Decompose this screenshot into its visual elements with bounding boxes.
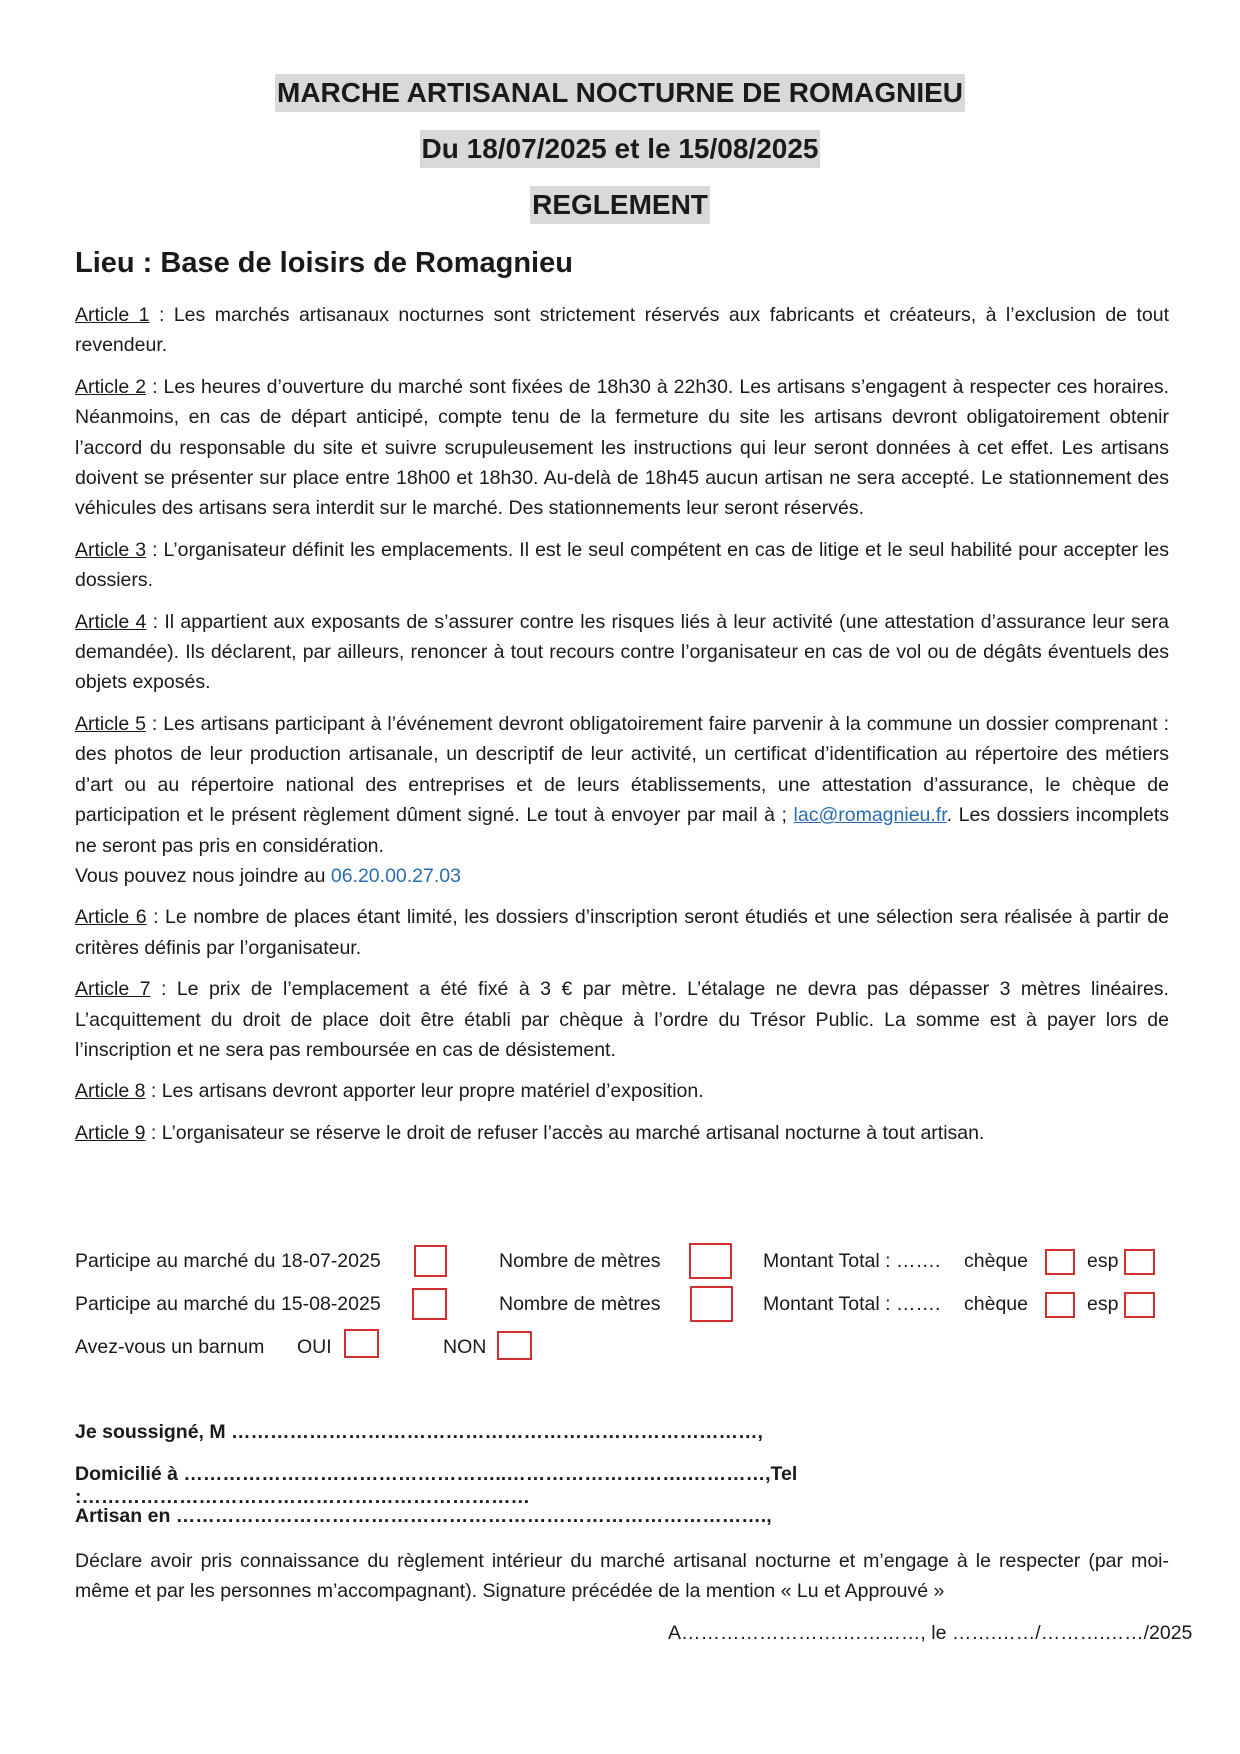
form-row-15-08	[75, 1286, 1175, 1322]
email-link[interactable]: lac@romagnieu.fr	[793, 804, 947, 827]
article-7	[75, 974, 1169, 1065]
article-label: Article 4	[75, 610, 147, 633]
location-heading: Lieu : Base de loisirs de Romagnieu	[75, 247, 573, 279]
article-label: Article 8	[75, 1080, 146, 1103]
domicilie-text: Domicilié à …………………………………………..……………………….…………,Tel :……………………………………………………………	[75, 1463, 798, 1508]
oui-checkbox[interactable]	[344, 1329, 379, 1358]
cheque-checkbox[interactable]	[1045, 1292, 1075, 1318]
article-text: : L’organisateur se réserve le droit de refuser l’accès au marché artisanal nocturne à tout artisan.	[145, 1121, 985, 1144]
article-label: Article 7	[75, 978, 151, 1001]
article-3	[75, 535, 1169, 596]
esp-checkbox[interactable]	[1124, 1292, 1155, 1318]
article-text-after-email: . Les dossiers incomplets ne seront pas pris en considération.	[75, 804, 1170, 857]
article-text: : Les artisans participant à l’événement devront obligatoirement faire parvenir à la commune un dossier comprenant : des photos de leur production artisanale, un descriptif de leur activité, un certificat d’identification au répertoire des métiers d’art ou au répertoire national des entreprises et de leurs établissements, une attestation d’assurance, le chèque de participation et le présent règlement dûment signé. Le tout à envoyer par mail à ;	[75, 712, 1169, 827]
oui-label: OUI	[297, 1336, 332, 1358]
article-label: Article 5	[75, 712, 146, 735]
article-4	[75, 607, 1169, 698]
esp-label: esp	[1087, 1250, 1119, 1272]
participe-checkbox[interactable]	[412, 1288, 447, 1320]
article-6	[75, 902, 1169, 963]
article-1	[75, 300, 1169, 361]
article-5	[75, 709, 1169, 891]
article-text: : Les heures d’ouverture du marché sont fixées de 18h30 à 22h30. Les artisans s’engagent à respecter ces horaires. Néanmoins, en cas de départ anticipé, compte tenu de la fermeture du site les artisans devront obligatoirement obtenir l’accord du responsable du site et suivre scrupuleusement les instructions qui leur seront données à cet effet. Les artisans doivent se présenter sur place entre 18h00 et 18h30. Au-delà de 18h45 aucun artisan ne sera accepté. Le stationnement des véhicules des artisans sera interdit sur le marché. Des stationnements leur seront réservés.	[75, 375, 1169, 520]
article-text: : Les artisans devront apporter leur propre matériel d’exposition.	[145, 1080, 704, 1103]
articles-list	[75, 300, 1169, 1159]
phone-number[interactable]: 06.20.00.27.03	[330, 864, 461, 887]
soussigne-text: Je soussigné, M ………………………………………………………………………,	[75, 1421, 763, 1443]
article-8	[75, 1076, 1169, 1106]
artisan-line[interactable]	[75, 1505, 1169, 1528]
date-place-line[interactable]: A…………………….…………, le …….……/……….……/2025	[668, 1622, 1193, 1644]
article-label: Article 2	[75, 375, 147, 398]
cheque-label: chèque	[964, 1250, 1028, 1272]
non-checkbox[interactable]	[497, 1331, 532, 1360]
document-dates: Du 18/07/2025 et le 15/08/2025	[420, 130, 821, 168]
metres-label: Nombre de mètres	[499, 1293, 661, 1315]
montant-label: Montant Total : …….	[763, 1293, 941, 1315]
article-text: : Le prix de l’emplacement a été fixé à 3 € par mètre. L’étalage ne devra pas dépasser 3 mètres linéaires. L’acquittement du droit de place doit être établi par chèque à l’ordre du Trésor Public. La somme est à payer lors de l’inscription et ne sera pas remboursée en cas de désistement.	[75, 978, 1169, 1061]
esp-label: esp	[1087, 1293, 1119, 1315]
document-subtitle: REGLEMENT	[530, 186, 710, 224]
form-row-18-07	[75, 1243, 1175, 1279]
article-2	[75, 372, 1169, 524]
metres-field[interactable]	[690, 1286, 733, 1322]
metres-field[interactable]	[689, 1243, 732, 1279]
participe-label: Participe au marché du 15-08-2025	[75, 1293, 381, 1315]
participe-label: Participe au marché du 18-07-2025	[75, 1250, 381, 1272]
metres-label: Nombre de mètres	[499, 1250, 661, 1272]
domicilie-line[interactable]	[75, 1463, 1169, 1509]
esp-checkbox[interactable]	[1124, 1249, 1155, 1275]
artisan-text: Artisan en ……………………………………………………………………………….,	[75, 1505, 772, 1527]
cheque-checkbox[interactable]	[1045, 1249, 1075, 1275]
article-text: : Le nombre de places étant limité, les dossiers d’inscription seront étudiés et une sélection sera réalisée à partir de critères définis par l’organisateur.	[75, 906, 1169, 959]
cheque-label: chèque	[964, 1293, 1028, 1315]
article-label: Article 6	[75, 906, 147, 929]
article-text: : L’organisateur définit les emplacements. Il est le seul compétent en cas de litige et le seul habilité pour accepter les dossiers.	[75, 538, 1169, 592]
article-label: Article 9	[75, 1121, 146, 1144]
article-text: : Les marchés artisanaux nocturnes sont strictement réservés aux fabricants et créateurs, à l’exclusion de tout revendeur.	[75, 304, 1169, 357]
article-label: Article 1	[75, 304, 150, 326]
article-label: Article 3	[75, 538, 147, 561]
declaration-text: Déclare avoir pris connaissance du règlement intérieur du marché artisanal nocturne et m’engage à le respecter (par moi-même et par les personnes m’accompagnant). Signature précédée de la mention « Lu et Approuvé »	[75, 1550, 1169, 1603]
non-label: NON	[443, 1336, 487, 1358]
barnum-label: Avez-vous un barnum	[75, 1336, 265, 1358]
article-9	[75, 1118, 1169, 1148]
document-title: MARCHE ARTISANAL NOCTURNE DE ROMAGNIEU	[275, 74, 965, 112]
contact-label: Vous pouvez nous joindre au	[75, 864, 331, 887]
participe-checkbox[interactable]	[414, 1245, 447, 1277]
article-text: : Il appartient aux exposants de s’assurer contre les risques liés à leur activité (une attestation d’assurance leur sera demandée). Ils déclarent, par ailleurs, renoncer à tout recours contre l’organisateur en cas de vol ou de dégâts éventuels des objets exposés.	[75, 610, 1169, 694]
form-row-barnum	[75, 1329, 1175, 1365]
montant-label: Montant Total : …….	[763, 1250, 941, 1272]
soussigne-line[interactable]	[75, 1421, 1169, 1444]
